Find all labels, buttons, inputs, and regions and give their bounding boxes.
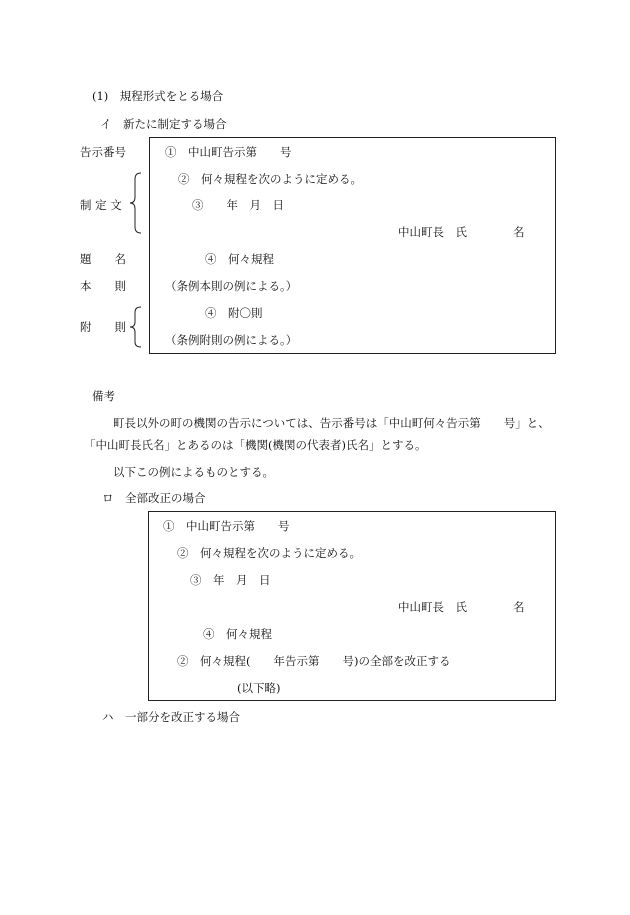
remarks-paragraph-2: 以下この例によるものとする。 xyxy=(113,465,274,479)
supplementary-text: （条例附則の例による。） xyxy=(165,333,298,347)
ro-omitted-note: (以下略) xyxy=(237,681,281,695)
main-rules-text: （条例本則の例による。） xyxy=(165,279,298,293)
ro-mayor-name-line: 中山町長 氏 名 xyxy=(398,600,525,614)
label-title: 題 名 xyxy=(80,252,126,266)
ro-notice-number-line: ① 中山町告示第 号 xyxy=(163,519,290,533)
section-heading: (1) 規程形式をとる場合 xyxy=(92,89,224,103)
date-line: ③ 年 月 日 xyxy=(192,198,284,212)
enactment-brace xyxy=(129,172,143,234)
supplementary-title: ④ 附〇則 xyxy=(205,306,263,320)
section-i-title: イ 新たに制定する場合 xyxy=(100,117,227,131)
label-supplementary: 附 則 xyxy=(80,320,126,334)
section-i-box xyxy=(149,137,556,354)
mayor-name-line: 中山町長 氏 名 xyxy=(398,225,525,239)
remarks-paragraph-1-cont: 「中山町長氏名」とあるのは「機関(機関の代表者)氏名」とする。 xyxy=(84,438,427,452)
label-enactment: 制 定 文 xyxy=(80,198,122,212)
notice-number-line: ① 中山町告示第 号 xyxy=(165,145,292,159)
enactment-statement: ② 何々規程を次のように定める。 xyxy=(178,172,362,186)
supplementary-brace xyxy=(129,306,143,348)
remarks-title: 備考 xyxy=(92,389,115,403)
ro-regulation-title: ④ 何々規程 xyxy=(203,627,272,641)
remarks-paragraph-1: 町長以外の町の機関の告示については、告示番号は「中山町何々告示第 号」と、 xyxy=(113,416,550,430)
label-notice-number: 告示番号 xyxy=(80,145,126,159)
regulation-title: ④ 何々規程 xyxy=(205,252,274,266)
section-ro-title: ロ 全部改正の場合 xyxy=(102,491,206,505)
section-ha-title: ハ 一部分を改正する場合 xyxy=(102,710,240,724)
label-main-rules: 本 則 xyxy=(80,279,126,293)
ro-enactment-statement: ② 何々規程を次のように定める。 xyxy=(177,546,361,560)
ro-full-revision-line: ② 何々規程( 年告示第 号)の全部を改正する xyxy=(177,654,451,668)
ro-date-line: ③ 年 月 日 xyxy=(190,573,271,587)
